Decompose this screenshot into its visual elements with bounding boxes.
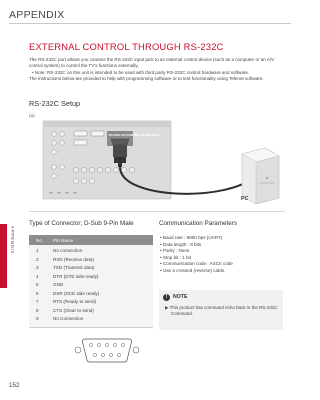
pin-name: No connection bbox=[53, 248, 83, 253]
parameter-list bbox=[160, 235, 233, 274]
note-label: NOTE bbox=[173, 294, 188, 300]
table-row bbox=[29, 282, 153, 291]
pin-number: 1 bbox=[36, 248, 39, 253]
pin-name: RXD (Receive data) bbox=[53, 256, 94, 262]
pin-number: 9 bbox=[36, 316, 39, 321]
port-label: RS-232C IN (CONTROL & SERVICE) bbox=[108, 133, 160, 137]
parameters-heading: Communication Parameters bbox=[159, 220, 238, 227]
pin-number: 3 bbox=[36, 265, 39, 270]
side-tab-marker bbox=[0, 224, 7, 288]
side-tab-text: APPENDIX bbox=[10, 226, 15, 255]
table-row bbox=[29, 308, 153, 317]
column-pin-name: Pin Name bbox=[53, 237, 74, 243]
pin-number: 6 bbox=[36, 290, 39, 296]
note-text: ▶ This product has command echo back in the RS-232C Command. bbox=[165, 305, 278, 316]
pin-name: GND bbox=[53, 282, 64, 287]
side-tab-label bbox=[8, 226, 15, 286]
pin-name: DTR (DTE side ready) bbox=[53, 273, 99, 279]
tv-rear-panel bbox=[43, 121, 171, 199]
table-row bbox=[29, 316, 153, 325]
pin-number: 5 bbox=[36, 282, 39, 287]
pin-number: 7 bbox=[36, 299, 39, 304]
table-row bbox=[29, 274, 153, 283]
pc-label: PC bbox=[241, 196, 249, 202]
table-row bbox=[29, 248, 153, 257]
list-item: • Parity : None bbox=[160, 248, 190, 253]
pin-number: 2 bbox=[36, 256, 39, 262]
intro-paragraph: The RS-232C port allows you connect the RS-232C input jack to an external control device (such as a computer or an A/V control system) to control the TV's functions externally. bbox=[29, 57, 275, 69]
pin-name: No Connection bbox=[53, 316, 84, 321]
intro-note: • Note: RS-232C on this unit is intended to be used with third party RS-232C control hardware and software. bbox=[32, 69, 250, 75]
pin-name: RTS (Ready to send) bbox=[53, 299, 97, 304]
section-divider bbox=[29, 211, 285, 212]
diagram-tag: (a) bbox=[29, 113, 35, 118]
pin-name: TXD (Transmit data) bbox=[53, 265, 95, 270]
pin-name: DSR (DCE side ready) bbox=[53, 290, 100, 296]
intro-paragraph-2: The instructions below are provided to help with programming software or to test functionality using Telenet software. bbox=[29, 76, 264, 82]
pin-number: 4 bbox=[36, 273, 39, 279]
list-item: • Stop bit : 1 bit bbox=[160, 254, 191, 260]
d-sub-connector-illustration bbox=[72, 334, 142, 366]
pin-table bbox=[29, 245, 153, 328]
setup-heading: RS-232C Setup bbox=[29, 99, 81, 108]
pin-table-header bbox=[29, 235, 153, 245]
list-item: • Use a crossed (reverse) cable. bbox=[160, 267, 226, 273]
table-row bbox=[29, 299, 153, 308]
list-item: • Data length : 8 bits bbox=[160, 241, 202, 247]
column-no: No. bbox=[36, 237, 44, 243]
pin-number: 8 bbox=[36, 307, 39, 313]
note-box bbox=[159, 290, 283, 330]
exclamation-icon: ! bbox=[163, 294, 170, 301]
pin-name: CTS (Clear to send) bbox=[53, 307, 94, 313]
list-item: • Baud rate : 9600 bps (UART) bbox=[160, 235, 223, 240]
intro-text bbox=[29, 57, 284, 83]
table-row bbox=[29, 291, 153, 300]
rs232c-setup-diagram bbox=[29, 112, 285, 206]
header-divider bbox=[9, 23, 291, 24]
list-item: • Communication code : ASCII code bbox=[160, 261, 233, 266]
page-number: 152 bbox=[9, 382, 20, 389]
table-row bbox=[29, 265, 153, 274]
page-header-title: APPENDIX bbox=[9, 9, 65, 21]
connector-heading: Type of Connector; D-Sub 9-Pin Male bbox=[29, 220, 134, 227]
table-row bbox=[29, 257, 153, 266]
pc-tower bbox=[242, 112, 279, 204]
section-title: EXTERNAL CONTROL THROUGH RS-232C bbox=[29, 41, 224, 52]
